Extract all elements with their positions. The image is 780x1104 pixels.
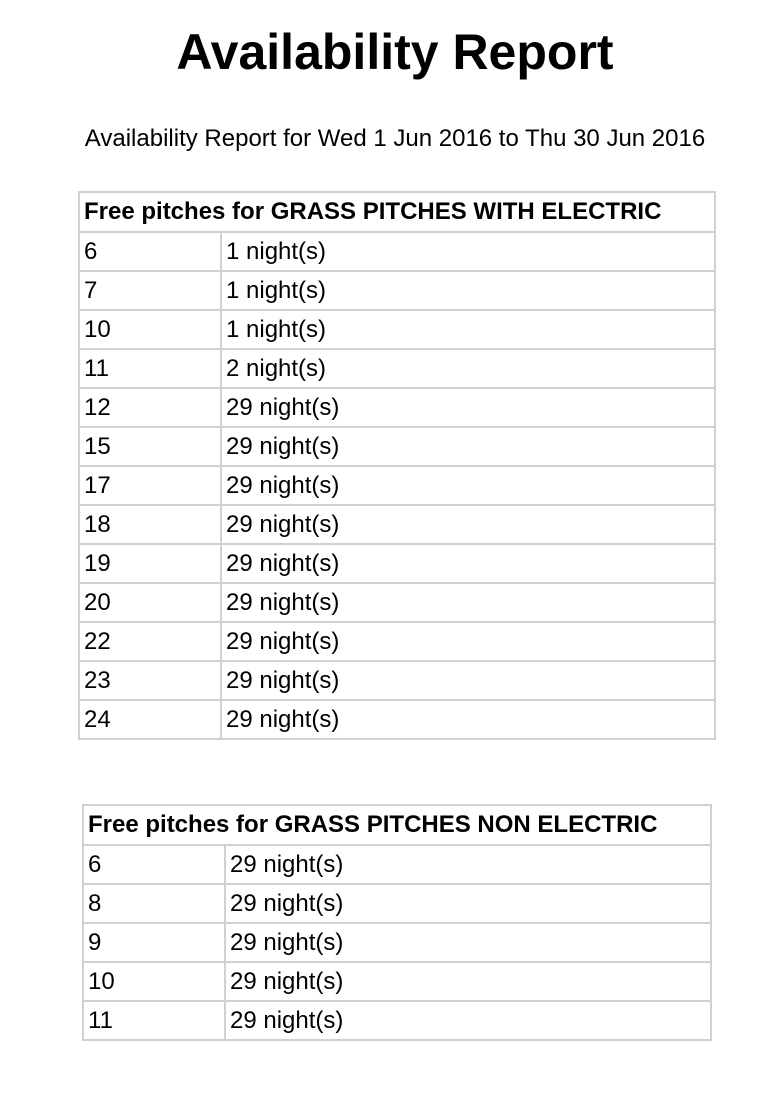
pitch-number: 24	[79, 700, 221, 739]
table-row	[83, 923, 711, 962]
nights-free: 29 night(s)	[225, 962, 711, 1001]
table-row	[79, 271, 715, 310]
pitch-number: 15	[79, 427, 221, 466]
table-row	[79, 232, 715, 271]
nights-free: 29 night(s)	[221, 700, 715, 739]
pitch-number: 18	[79, 505, 221, 544]
table-row	[79, 700, 715, 739]
table-row	[83, 1001, 711, 1040]
pitch-number: 22	[79, 622, 221, 661]
non-electric-pitches-table	[82, 804, 712, 1041]
pitch-number: 6	[83, 845, 225, 884]
table-row	[79, 310, 715, 349]
table-header-row	[83, 805, 711, 845]
table-row	[83, 884, 711, 923]
pitch-number: 8	[83, 884, 225, 923]
nights-free: 29 night(s)	[225, 1001, 711, 1040]
pitch-number: 11	[79, 349, 221, 388]
page-title: Availability Report	[176, 24, 614, 80]
table-row	[79, 661, 715, 700]
table-row	[79, 466, 715, 505]
table-row	[79, 622, 715, 661]
pitch-number: 23	[79, 661, 221, 700]
nights-free: 29 night(s)	[221, 544, 715, 583]
pitch-number: 17	[79, 466, 221, 505]
electric-pitches-table	[78, 191, 716, 740]
nights-free: 1 night(s)	[221, 232, 715, 271]
table-row	[79, 544, 715, 583]
nights-free: 29 night(s)	[221, 427, 715, 466]
table-row	[79, 583, 715, 622]
pitch-number: 19	[79, 544, 221, 583]
pitch-number: 20	[79, 583, 221, 622]
nights-free: 1 night(s)	[221, 310, 715, 349]
table-row	[79, 505, 715, 544]
nights-free: 29 night(s)	[221, 505, 715, 544]
pitch-number: 6	[79, 232, 221, 271]
nights-free: 29 night(s)	[221, 388, 715, 427]
table-row	[79, 427, 715, 466]
pitch-number: 7	[79, 271, 221, 310]
table-heading: Free pitches for GRASS PITCHES WITH ELECTRIC	[79, 192, 715, 232]
pitch-number: 10	[83, 962, 225, 1001]
nights-free: 29 night(s)	[225, 884, 711, 923]
pitch-number: 11	[83, 1001, 225, 1040]
table-row	[83, 962, 711, 1001]
nights-free: 29 night(s)	[225, 845, 711, 884]
report-date-range: Availability Report for Wed 1 Jun 2016 to Thu 30 Jun 2016	[84, 125, 706, 152]
table-row	[83, 845, 711, 884]
nights-free: 29 night(s)	[221, 661, 715, 700]
pitch-number: 9	[83, 923, 225, 962]
table-row	[79, 349, 715, 388]
pitch-number: 12	[79, 388, 221, 427]
nights-free: 29 night(s)	[225, 923, 711, 962]
table-row	[79, 388, 715, 427]
nights-free: 29 night(s)	[221, 622, 715, 661]
nights-free: 2 night(s)	[221, 349, 715, 388]
nights-free: 29 night(s)	[221, 583, 715, 622]
nights-free: 29 night(s)	[221, 466, 715, 505]
table-header-row	[79, 192, 715, 232]
pitch-number: 10	[79, 310, 221, 349]
nights-free: 1 night(s)	[221, 271, 715, 310]
table-heading: Free pitches for GRASS PITCHES NON ELECTRIC	[83, 805, 711, 845]
